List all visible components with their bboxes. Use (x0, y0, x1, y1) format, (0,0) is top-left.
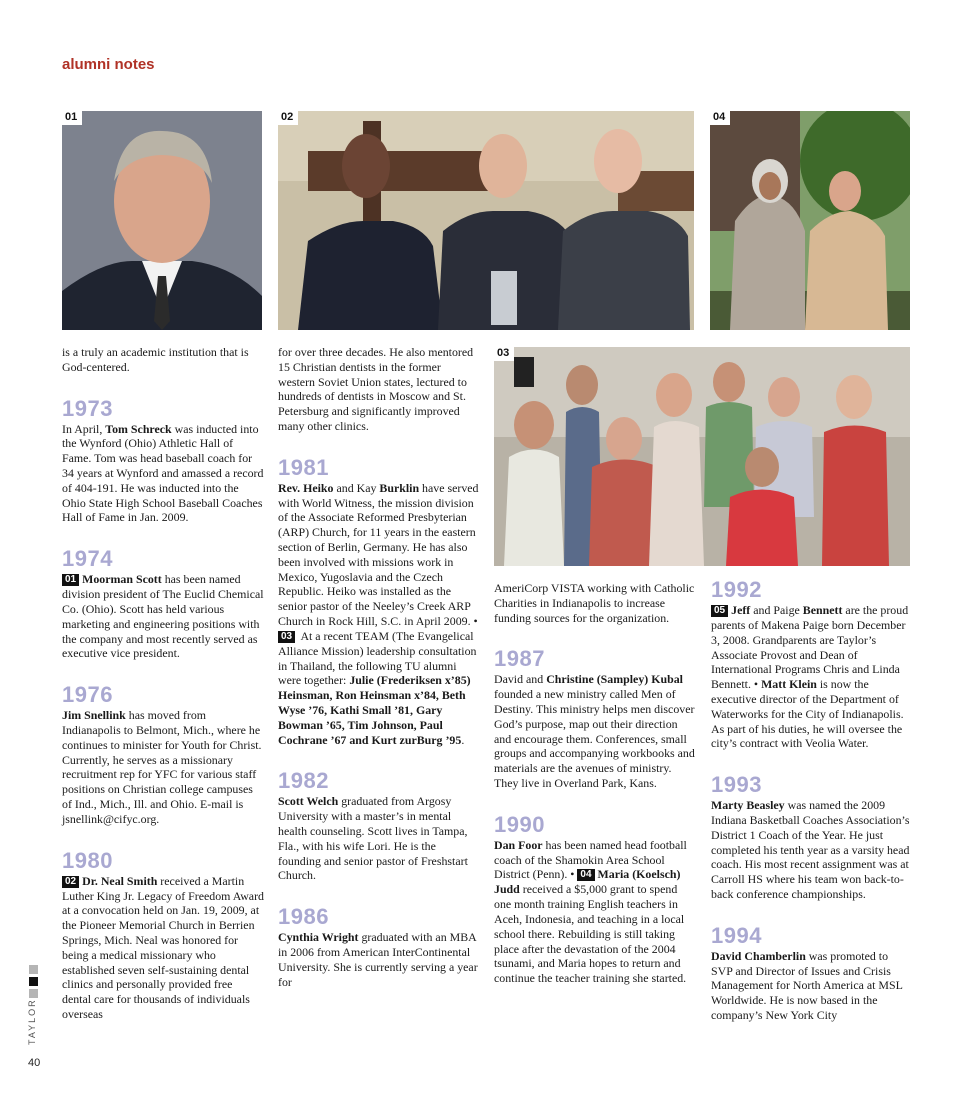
column-3 (494, 581, 696, 986)
entry (62, 874, 264, 1022)
text: was named the 2009 Indiana Basketball Coaches Association’s District 1 Coach of the Year. He just completed his tenth year as a varsity head coach. His most recent assignment was at Carroll HS where his team won back-to-back conference championships. (711, 798, 910, 901)
entry (711, 949, 911, 1023)
name-list: Julie (Frederiksen x’85) Heinsman, Ron Heinsman x’84, Beth Wyse ’76, Kathi Small ’81, Gary Bowman ’65, Tim Johnson, Paul Cochrane ’67 and Kurt zurBurg ’95 (278, 673, 471, 747)
text: and Kay (333, 480, 380, 495)
text: In April, (62, 421, 106, 436)
entry (62, 422, 264, 526)
text: have served with World Witness, the mission division of the Associate Reformed Presbyterian (ARP) Church, for 11 years in the eastern section of Berlin, Germany. He has also been involved with missions work in Mexico, Yugoslavia and the Czech Republic. Heiko was installed as the senior pastor of the Neeley’s Creek ARP Church in Rock Hill, S.C. in April 2009. • (278, 480, 479, 628)
portrait-image (62, 111, 262, 330)
text: . (461, 732, 465, 747)
entry (711, 603, 911, 751)
photo-label: 04 (710, 111, 730, 125)
section-title: alumni notes (62, 56, 155, 73)
text: At a recent TEAM (The Evangelical Alliance Mission) leadership consultation in Thailand, the following TU alumni were together: (278, 628, 477, 688)
text: are the proud parents of Makena Paige born December 3, 2008. Grandparents are Taylor’s Associate Provost and Dean of International Programs Chris and Linda Bennett. • (711, 603, 909, 692)
column-2 (278, 345, 480, 989)
paragraph: is a truly an academic institution that is God-centered. (62, 345, 249, 374)
name: Dan Foor (494, 837, 543, 852)
text: graduated from Argosy University with a master’s in mental health counseling. Scott lives in Tampa, Fla., with his wife Lori. He is the founding and senior pastor of Freshstart Church. (278, 794, 468, 883)
column-4 (711, 578, 911, 1023)
text: founded a new ministry called Men of Destiny. This ministry helps men discover God’s purpose, map out their direction and encourage them. Conferences, small groups and accompanying workbooks and materials are the avenues of ministry. They live in Overland Park, Kans. (494, 687, 695, 790)
name: Maria (Koelsch) Judd (494, 867, 681, 897)
entry (278, 930, 480, 989)
text: graduated with an MBA in 2006 from American InterContinental University. She is currently serving a year for (278, 930, 478, 989)
group-image (494, 347, 910, 566)
photo-label: 01 (62, 111, 82, 125)
entry (62, 708, 264, 826)
name: Matt Klein (761, 677, 817, 692)
text: is now the executive director of the Department of Waterworks for the City of Indianapolis. As part of his duties, he will oversee the city’s contract with Veolia Water. (711, 677, 904, 751)
photo-02 (278, 111, 694, 330)
year-heading: 1987 (494, 646, 545, 672)
year-heading: 1992 (711, 577, 762, 602)
name: Bennett (802, 603, 843, 617)
year-heading: 1974 (62, 546, 113, 572)
name: Jeff (731, 603, 751, 617)
text: received a $5,000 grant to spend one month training English teachers in Aceh, Indonesia, and teaching in a local school there. Rebuilding is still taking place after the devastation of the 2004 tsunami, and Maria hopes to return and continue the teacher training she started. (494, 882, 687, 986)
photo-04 (710, 111, 910, 330)
photo-ref-badge: 02 (62, 876, 79, 888)
name: Burklin (379, 480, 420, 495)
brand-label: TAYLOR (27, 998, 37, 1045)
year-heading: 1982 (278, 768, 329, 794)
photo-label: 03 (494, 347, 514, 361)
square-icon (29, 989, 38, 998)
photo-03 (494, 347, 910, 566)
year-heading: 1986 (278, 904, 329, 930)
name: Jim Snellink (62, 708, 126, 723)
year-heading: 1981 (278, 454, 329, 480)
photo-label: 02 (278, 111, 298, 125)
year-heading: 1973 (62, 395, 113, 421)
name: Scott Welch (278, 794, 339, 809)
name: Christine (Sampley) Kubal (546, 672, 683, 687)
text: was inducted into the Wynford (Ohio) Athletic Hall of Fame. Tom was head baseball coach for 34 years at Wynford and amassed a record of 404-191. He was inducted into the Ohio State High School Baseball Coaches Hall of Fame in Jan. 2009. (62, 421, 264, 525)
name: Moorman Scott (82, 572, 162, 587)
two-women-image (710, 111, 910, 330)
year-heading: 1976 (62, 682, 113, 708)
entry (62, 572, 264, 661)
award-image (278, 111, 694, 330)
column-1 (62, 345, 264, 1022)
name: Marty Beasley (711, 798, 785, 813)
sidebar-squares (27, 965, 43, 1001)
year-heading: 1993 (711, 772, 762, 798)
year-heading: 1990 (494, 811, 545, 837)
photo-01 (62, 111, 262, 330)
text: has moved from Indianapolis to Belmont, Mich., where he continues to minister for Youth for Christ. Currently, he serves as a missionary recruitment rep for YFC for various staff positions on Christian college campuses of Ind., Mich., Ill. and Ohio. E-mail is jsnellink@cifyc.org. (62, 708, 262, 826)
photo-ref-badge: 01 (62, 574, 79, 586)
square-icon (29, 965, 38, 974)
entry (494, 838, 696, 986)
photo-ref-badge: 05 (711, 605, 728, 617)
name: David Chamberlin (711, 948, 806, 963)
year-heading: 1980 (62, 847, 113, 873)
entry (711, 798, 911, 902)
name: Cynthia Wright (278, 930, 359, 945)
text: David and (494, 672, 547, 687)
paragraph: for over three decades. He also mentored 15 Christian dentists in the former western Soviet Union states, lectured to hundreds of dentists in Moscow and St. Petersburg and significantly improved many other clinics. (278, 345, 474, 433)
text: received a Martin Luther King Jr. Legacy of Freedom Award at a convocation held on Jan. 19, 2009, at the Pioneer Memorial Church in Berrien Springs, Mich. Neal was honored for being a medical missionary who established seven self-sustaining dental clinics and personally provided free dental care for thousands of individuals overseas (62, 873, 264, 1021)
text: was promoted to SVP and Director of Issues and Crisis Management for North America at MSL Worldwide. He is now based in the company’s New York City (711, 948, 903, 1022)
name: Rev. Heiko (278, 480, 334, 495)
photo-ref-badge: 03 (278, 631, 295, 643)
entry (278, 481, 480, 748)
page-number: 40 (28, 1057, 41, 1069)
name: Tom Schreck (105, 421, 172, 436)
year-heading: 1994 (711, 922, 762, 948)
text: has been named head football coach of the Shamokin Area School District (Penn). • (494, 837, 687, 882)
entry (278, 794, 480, 883)
photo-ref-badge: 04 (577, 869, 594, 881)
paragraph: AmeriCorp VISTA working with Catholic Charities in Indianapolis to increase funding sources for the organization. (494, 581, 695, 625)
name: Dr. Neal Smith (82, 873, 158, 888)
text: has been named division president of The Euclid Chemical Co. (Ohio). Scott has held various marketing and engineering positions with the company and most recently served as executive vice president. (62, 572, 264, 661)
text: and Paige (750, 603, 803, 617)
entry (494, 672, 696, 790)
square-icon (29, 977, 38, 986)
